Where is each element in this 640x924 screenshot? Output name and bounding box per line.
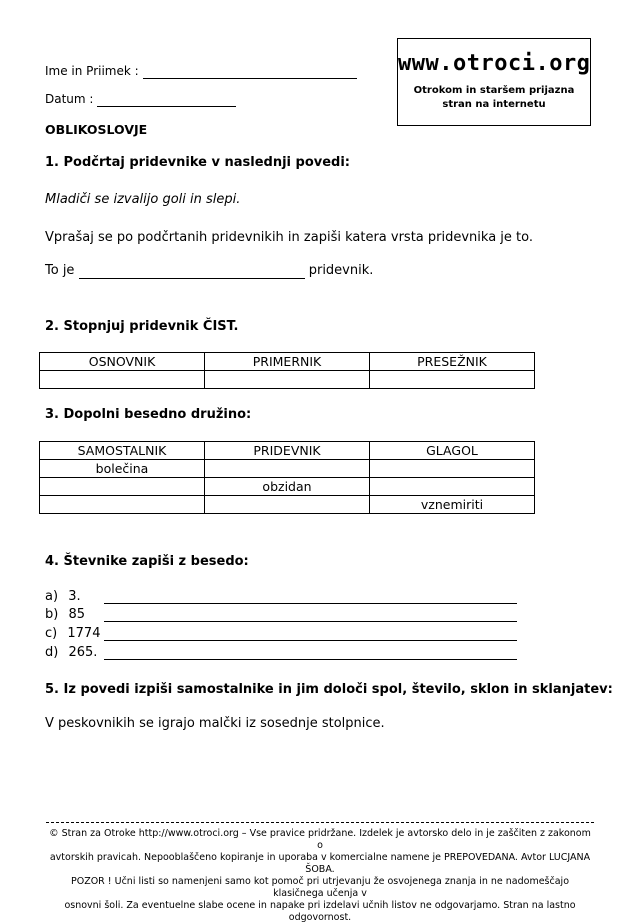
task2-table	[39, 352, 535, 389]
task4-blank-a[interactable]	[104, 603, 517, 604]
brand-site: www.otroci.org	[398, 51, 591, 76]
footer-line-1: © Stran za Otroke http://www.otroci.org – Vse pravice pridržane. Izdelek je avtorsko delo in je zaščiten z zakonom o	[49, 828, 591, 851]
task3-header-row	[40, 442, 535, 460]
brand-tagline-2: stran na internetu	[442, 99, 546, 110]
date-label: Datum :	[45, 92, 94, 106]
task4-label: a)	[45, 589, 59, 604]
task3-col-glagol: GLAGOL	[370, 442, 535, 460]
list-item	[45, 589, 81, 604]
task4-value: 85	[68, 607, 86, 622]
date-field	[45, 92, 236, 107]
task3-col-pridevnik: PRIDEVNIK	[205, 442, 370, 460]
name-label: Ime in Priimek :	[45, 64, 139, 78]
task3-cell[interactable]	[40, 496, 205, 514]
table-row	[40, 496, 535, 514]
task4-value: 1774	[67, 626, 101, 641]
task4-label: c)	[45, 626, 58, 641]
task4-heading: 4. Števnike zapiši z besedo:	[45, 554, 249, 569]
name-blank[interactable]	[143, 64, 357, 79]
task2-cell[interactable]	[370, 371, 535, 389]
task3-heading: 3. Dopolni besedno družino:	[45, 407, 252, 422]
footer-line-4: osnovni šoli. Za eventuelne slabe ocene in napake pri izdelavi učnih listov ne odgovarjamo. Stran na lastno odgovornost.	[64, 900, 576, 923]
name-field	[45, 64, 357, 79]
task4-blank-c[interactable]	[104, 640, 517, 641]
task2-col-presežnik: PRESEŽNIK	[370, 353, 535, 371]
task3-col-samostalnik: SAMOSTALNIK	[40, 442, 205, 460]
list-item	[45, 645, 97, 660]
task3-cell[interactable]: obzidan	[205, 478, 370, 496]
task3-table	[39, 441, 535, 514]
task4-label: b)	[45, 607, 59, 622]
task3-cell[interactable]: bolečina	[40, 460, 205, 478]
task3-cell[interactable]	[205, 460, 370, 478]
task2-col-primernik: PRIMERNIK	[205, 353, 370, 371]
task4-value: 265.	[68, 645, 98, 660]
task5-sentence: V peskovnikih se igrajo malčki iz sosednje stolpnice.	[45, 716, 385, 731]
list-item	[45, 607, 85, 622]
task3-cell[interactable]	[370, 460, 535, 478]
task1-answer-suffix: pridevnik.	[308, 263, 374, 278]
footer	[46, 828, 594, 924]
task4-blank-b[interactable]	[104, 621, 517, 622]
task1-answer-blank[interactable]	[79, 263, 305, 279]
task1-instruction: Vprašaj se po podčrtanih pridevnikih in zapiši katera vrsta pridevnika je to.	[45, 230, 533, 245]
task2-col-osnovnik: OSNOVNIK	[40, 353, 205, 371]
footer-line-2: avtorskih pravicah. Nepooblaščeno kopiranje in uporaba v komercialne namene je PREPOVEDANA. Avtor LUCJANA ŠOBA.	[49, 852, 591, 875]
task4-label: d)	[45, 645, 59, 660]
footer-line-3: POZOR ! Učni listi so namenjeni samo kot pomoč pri utrjevanju že osvojenega znanja in ne nadomeščajo klasičnega učenja v	[70, 876, 570, 899]
list-item	[45, 626, 100, 641]
table-row	[40, 478, 535, 496]
footer-divider	[46, 822, 594, 823]
task2-cell[interactable]	[40, 371, 205, 389]
brand-box	[397, 38, 591, 126]
brand-tagline-1: Otrokom in staršem prijazna	[413, 85, 575, 96]
task1-answer-prefix: To je	[45, 263, 75, 278]
task2-heading: 2. Stopnjuj pridevnik ČIST.	[45, 319, 239, 334]
task2-answer-row	[40, 371, 535, 389]
task3-cell[interactable]	[40, 478, 205, 496]
task2-cell[interactable]	[205, 371, 370, 389]
task3-cell[interactable]	[205, 496, 370, 514]
task3-cell[interactable]: vznemiriti	[370, 496, 535, 514]
task1-answer	[45, 263, 373, 279]
task1-sentence: Mladiči se izvalijo goli in slepi.	[45, 192, 241, 207]
task1-heading: 1. Podčrtaj pridevnike v naslednji povedi:	[45, 155, 351, 170]
date-blank[interactable]	[97, 92, 236, 107]
task5-heading: 5. Iz povedi izpiši samostalnike in jim določi spol, število, sklon in sklanjatev:	[45, 682, 613, 697]
table-row	[40, 460, 535, 478]
task4-blank-d[interactable]	[104, 659, 517, 660]
task4-value: 3.	[68, 589, 81, 604]
task3-cell[interactable]	[370, 478, 535, 496]
page-title: OBLIKOSLOVJE	[45, 122, 148, 137]
task2-header-row	[40, 353, 535, 371]
